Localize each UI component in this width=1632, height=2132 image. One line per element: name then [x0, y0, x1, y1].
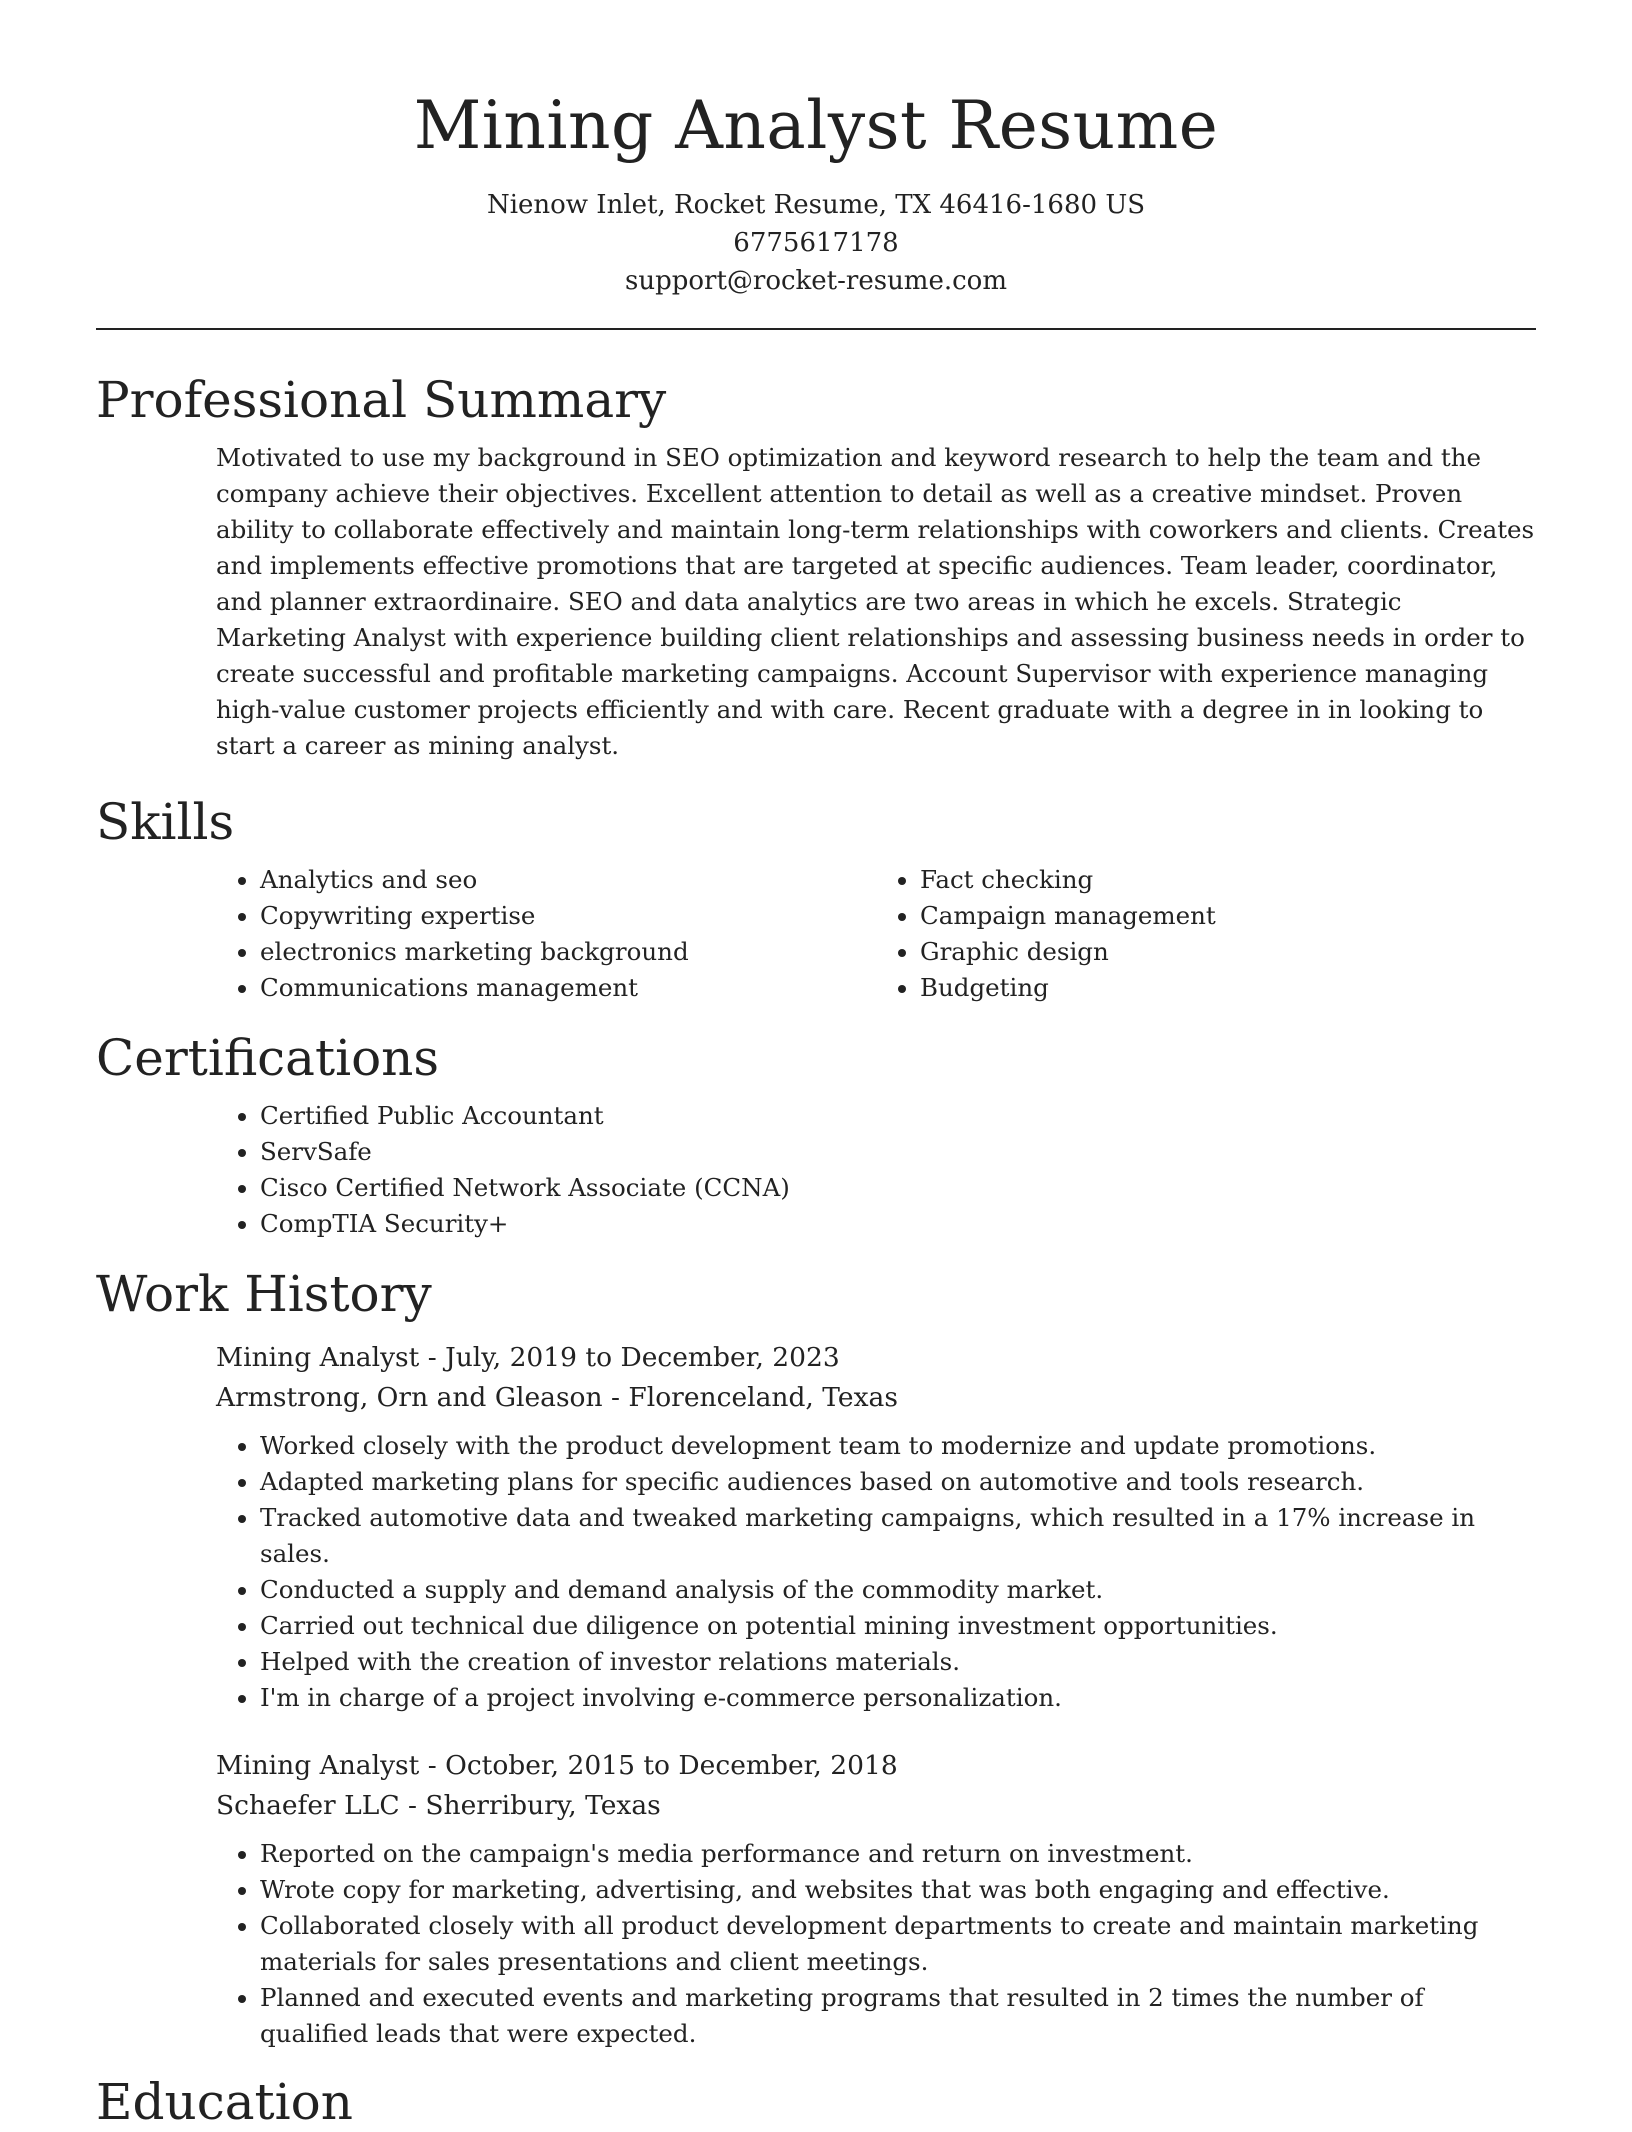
job-bullet: • Collaborated closely with all product development departments to create and maintain marketing materials for sales presentations and client meetings.: [260, 1908, 1536, 1980]
job-company-line: Armstrong, Orn and Gleason - Florenceland, Texas: [216, 1382, 898, 1413]
certifications-section: [96, 1028, 1536, 1242]
section-title-certifications: Certifications: [96, 1029, 440, 1087]
summary-text: Motivated to use my background in SEO optimization and keyword research to help the team and the company achieve their objectives. Excellent attention to detail as well as a creative mindset. Proven ability to collaborate effectively and maintain long-term relationships with coworkers and clients. Creates and implements effective promotions that are targeted at specific audiences. Team leader, coordinator, and planner extraordinaire. SEO and data analytics are two areas in which he excels. Strategic Marketing Analyst with experience building client relationships and assessing business needs in order to create successful and profitable marketing campaigns. Account Supervisor with experience managing high-value customer projects efficiently and with care. Recent graduate with a degree in in looking to start a career as mining analyst.: [216, 443, 1535, 760]
job-bullet: • Tracked automotive data and tweaked marketing campaigns, which resulted in a 17% increase in sales.: [260, 1500, 1536, 1572]
certification-item: • Cisco Certified Network Associate (CCNA): [260, 1170, 1536, 1206]
summary-section: [96, 370, 1536, 764]
work-history-section: [96, 1264, 1536, 2052]
work-history-content: [216, 1338, 1536, 2052]
job-bullet: • Conducted a supply and demand analysis of the commodity market.: [260, 1572, 1536, 1608]
job-bullet: • Planned and executed events and marketing programs that resulted in 2 times the number of qualified leads that were expected.: [260, 1980, 1536, 2052]
job-bullet: • Worked closely with the product development team to modernize and update promotions.: [260, 1428, 1536, 1464]
skills-list-right: [876, 862, 1536, 1006]
address-text: Nienow Inlet, Rocket Resume, TX 46416-1680 US: [486, 190, 1146, 220]
resume-page: [96, 0, 1536, 2132]
skill-item: • Campaign management: [920, 898, 1536, 934]
header-divider: [96, 328, 1536, 330]
phone-text: 6775617178: [733, 228, 899, 258]
summary-content: [216, 440, 1536, 764]
education-section: [96, 2072, 1536, 2132]
job-entry: [216, 1338, 1536, 1716]
email-text: support@rocket-resume.com: [624, 266, 1007, 296]
section-title-education: Education: [96, 2073, 353, 2131]
skills-grid: [216, 862, 1536, 1006]
job-entry: [216, 1746, 1536, 2052]
certifications-content: [216, 1098, 1536, 1242]
job-title-line: Mining Analyst - October, 2015 to December, 2018: [216, 1750, 898, 1781]
job-bullet: • Reported on the campaign's media performance and return on investment.: [260, 1836, 1536, 1872]
skill-item: • electronics marketing background: [260, 934, 876, 970]
section-title-summary: Professional Summary: [96, 371, 667, 429]
resume-header: [96, 0, 1536, 300]
skills-list-left: [216, 862, 876, 1006]
skill-item: • Budgeting: [920, 970, 1536, 1006]
certifications-list: [216, 1098, 1536, 1242]
job-bullet: • Wrote copy for marketing, advertising, and websites that was both engaging and effective.: [260, 1872, 1536, 1908]
skill-item: • Communications management: [260, 970, 876, 1006]
skill-item: • Analytics and seo: [260, 862, 876, 898]
section-title-skills: Skills: [96, 793, 235, 851]
job-bullets: [216, 1836, 1536, 2052]
job-title-line: Mining Analyst - July, 2019 to December, 2023: [216, 1342, 840, 1373]
certification-item: • Certified Public Accountant: [260, 1098, 1536, 1134]
job-bullet: • Adapted marketing plans for specific audiences based on automotive and tools research.: [260, 1464, 1536, 1500]
skill-item: • Graphic design: [920, 934, 1536, 970]
skill-item: • Fact checking: [920, 862, 1536, 898]
job-company-line: Schaefer LLC - Sherribury, Texas: [216, 1790, 661, 1821]
skill-item: • Copywriting expertise: [260, 898, 876, 934]
job-bullet: • Helped with the creation of investor relations materials.: [260, 1644, 1536, 1680]
contact-info: [96, 186, 1536, 300]
section-title-work-history: Work History: [96, 1265, 432, 1323]
job-bullet: • I'm in charge of a project involving e-commerce personalization.: [260, 1680, 1536, 1716]
job-bullets: [216, 1428, 1536, 1716]
certification-item: • ServSafe: [260, 1134, 1536, 1170]
certification-item: • CompTIA Security+: [260, 1206, 1536, 1242]
skills-section: [96, 792, 1536, 1006]
job-bullet: • Carried out technical due diligence on potential mining investment opportunities.: [260, 1608, 1536, 1644]
page-title: Mining Analyst Resume: [413, 87, 1219, 164]
